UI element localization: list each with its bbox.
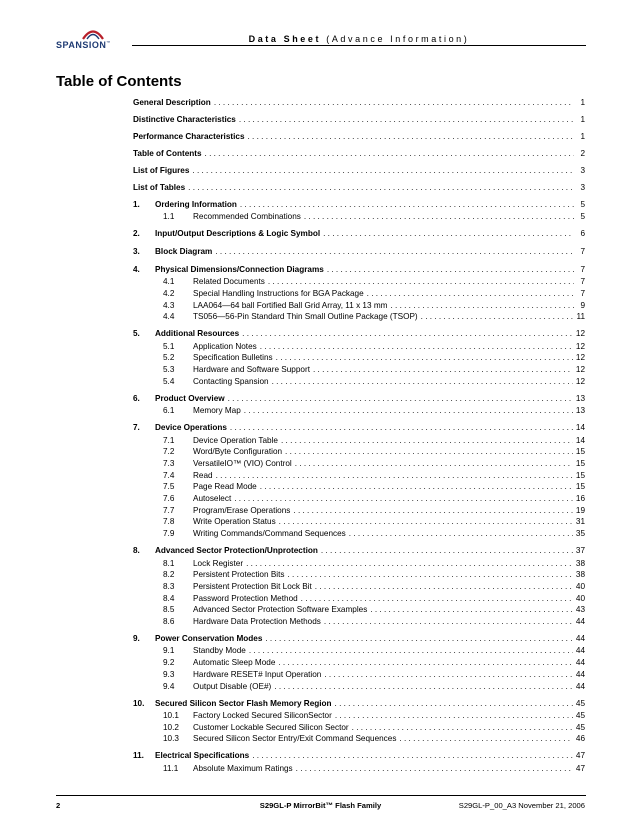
toc-number: 5.2 [163, 353, 175, 363]
toc-title: Persistent Protection Bits [193, 570, 285, 580]
toc-subsection-entry[interactable] [133, 492, 585, 503]
toc-subsection-entry[interactable] [133, 457, 585, 468]
toc-subsection-entry[interactable] [133, 721, 585, 732]
toc-subsection-entry[interactable] [133, 434, 585, 445]
toc-subsection-entry[interactable] [133, 351, 585, 362]
toc-page-number: 35 [575, 529, 585, 539]
toc-page-number: 12 [575, 376, 585, 386]
toc-number: 8.4 [163, 593, 175, 603]
toc-page-number: 40 [575, 593, 585, 603]
toc-page-number: 5 [580, 212, 585, 222]
toc-section-entry[interactable] [133, 544, 585, 555]
toc-title: Standby Mode [193, 646, 246, 656]
toc-title: Persistent Protection Bit Lock Bit [193, 581, 312, 591]
footer-rule [56, 795, 586, 796]
toc-title: Write Operation Status [193, 517, 276, 527]
toc-subsection-entry[interactable] [133, 615, 585, 626]
toc-title: Advanced Sector Protection Software Examples [193, 605, 368, 615]
footer-product: S29GL-P MirrorBit™ Flash Family [259, 801, 382, 810]
toc-leader-dots [293, 506, 573, 515]
toc-subsection-entry[interactable] [133, 469, 585, 480]
toc-subsection-entry[interactable] [133, 515, 585, 526]
toc-page-number: 44 [575, 681, 585, 691]
toc-leader-dots [260, 342, 573, 351]
toc-title: Device Operation Table [193, 435, 278, 445]
toc-leader-dots [296, 764, 573, 773]
toc-page-number: 44 [575, 634, 585, 644]
toc-front-entry[interactable] [133, 181, 585, 192]
spansion-logo [56, 28, 132, 54]
toc-title: Hardware and Software Support [193, 365, 310, 374]
toc-number: 7.1 [163, 435, 175, 445]
toc-subsection-entry[interactable] [133, 732, 585, 743]
toc-title: Recommended Combinations [193, 212, 301, 222]
page-header [56, 28, 586, 54]
toc-leader-dots [246, 559, 573, 568]
toc-number: 8.1 [163, 558, 175, 568]
toc-number: 10.1 [163, 710, 179, 720]
doc-type: Data Sheet [248, 34, 322, 44]
toc-page-number: 43 [575, 605, 585, 615]
toc-title: Related Documents [193, 277, 265, 287]
toc-title: Application Notes [193, 341, 257, 351]
toc-number: 1. [133, 200, 140, 209]
toc-subsection-entry[interactable] [133, 375, 585, 386]
toc-page-number: 15 [575, 458, 585, 468]
toc-subsection-entry[interactable] [133, 580, 585, 591]
toc-page-number: 1 [580, 132, 585, 141]
toc-number: 10. [133, 698, 145, 708]
toc-number: 11.1 [163, 763, 179, 773]
toc-leader-dots [349, 529, 573, 538]
toc-leader-dots [304, 212, 574, 221]
toc-leader-dots [240, 200, 574, 209]
toc-number: 6.1 [163, 406, 175, 416]
toc-section-entry[interactable] [133, 392, 585, 403]
toc-number: 8.5 [163, 605, 175, 615]
toc-page-number: 12 [575, 341, 585, 351]
toc-page-number: 13 [575, 406, 585, 416]
toc-section-entry[interactable] [133, 327, 585, 338]
toc-page-number: 9 [580, 300, 585, 310]
toc-title: Lock Register [193, 558, 244, 568]
toc-title: List of Figures [133, 166, 190, 175]
toc-page-number: 47 [575, 751, 585, 761]
toc-title: Performance Characteristics [133, 132, 245, 141]
toc-leader-dots [244, 406, 573, 415]
toc-title: Memory Map [193, 406, 241, 416]
toc-leader-dots [352, 723, 573, 732]
toc-number: 7.9 [163, 529, 175, 539]
toc-page-number: 13 [575, 393, 585, 403]
toc-leader-dots [313, 365, 573, 374]
toc-title: LAA064—64 ball Fortified Ball Grid Array, 11 x 13 mm [193, 300, 388, 310]
toc-page-number: 44 [575, 617, 585, 626]
toc-subsection-entry[interactable] [133, 709, 585, 720]
toc-page-number: 1 [580, 115, 585, 124]
toc-leader-dots [327, 265, 574, 274]
toc-front-entry[interactable] [133, 130, 585, 141]
toc-leader-dots [390, 301, 574, 310]
toc-page-number: 12 [575, 365, 585, 374]
toc-title: Electrical Specifications [155, 751, 250, 761]
toc-page-number: 12 [575, 353, 585, 363]
header-rule [132, 45, 586, 46]
toc-title: Contacting Spansion [193, 376, 269, 386]
toc-subsection-entry[interactable] [133, 404, 585, 415]
toc-leader-dots [315, 582, 573, 591]
toc-section-entry[interactable] [133, 749, 585, 760]
toc-title: Distinctive Characteristics [133, 115, 236, 124]
toc-leader-dots [335, 699, 573, 708]
toc-page-number: 5 [580, 200, 585, 209]
toc-leader-dots [228, 394, 573, 403]
toc-leader-dots [285, 447, 573, 456]
toc-leader-dots [367, 289, 574, 298]
toc-subsection-entry[interactable] [133, 299, 585, 310]
toc-title: VersatileIO™ (VIO) Control [193, 458, 292, 468]
toc-subsection-entry[interactable] [133, 603, 585, 614]
toc-number: 9.3 [163, 669, 175, 679]
toc-page-number: 7 [580, 264, 585, 274]
toc-page-number: 31 [575, 517, 585, 527]
toc-page-number: 46 [575, 734, 585, 744]
toc-subsection-entry[interactable] [133, 504, 585, 515]
toc-title: Automatic Sleep Mode [193, 658, 276, 668]
toc-leader-dots [281, 436, 573, 445]
toc-title: Ordering Information [155, 200, 237, 209]
toc-page-number: 2 [580, 149, 585, 158]
toc-title: List of Tables [133, 183, 186, 192]
toc-page-number: 6 [580, 229, 585, 239]
toc-page-number: 38 [575, 570, 585, 580]
toc-section-entry[interactable] [133, 263, 585, 274]
toc-page-number: 11 [576, 312, 585, 322]
toc-page-number: 15 [575, 470, 585, 480]
toc-leader-dots [321, 546, 573, 555]
toc-title: Table of Contents [133, 149, 202, 158]
toc-title: Hardware RESET# Input Operation [193, 669, 322, 679]
toc-page-number: 47 [575, 763, 585, 773]
toc-front-entry[interactable] [133, 113, 585, 124]
toc-page-number: 7 [580, 288, 585, 298]
toc-leader-dots [248, 132, 575, 141]
toc-title: TS056—56-Pin Standard Thin Small Outline Package (TSOP) [193, 312, 418, 322]
toc-section-entry[interactable] [133, 632, 585, 643]
toc-title: Specification Bulletins [193, 353, 273, 363]
toc-page-number: 45 [575, 722, 585, 732]
toc-number: 8. [133, 546, 140, 556]
footer-page-number: 2 [56, 801, 61, 810]
toc-number: 6. [133, 393, 140, 403]
toc-subsection-entry[interactable] [133, 568, 585, 579]
toc-title: Power Conservation Modes [155, 634, 263, 644]
toc-number: 10.3 [163, 734, 179, 744]
toc-page-number: 15 [575, 482, 585, 492]
toc-subsection-entry[interactable] [133, 592, 585, 603]
toc-number: 7. [133, 423, 140, 433]
toc-title: Secured Silicon Sector Flash Memory Region [155, 698, 332, 708]
toc-number: 7.4 [163, 470, 175, 480]
toc-leader-dots [205, 149, 574, 158]
toc-page-number: 12 [575, 329, 585, 339]
toc-page-number: 37 [575, 546, 585, 556]
toc-number: 7.3 [163, 458, 175, 468]
toc-title: Program/Erase Operations [193, 505, 291, 515]
toc-number: 5.3 [163, 365, 175, 374]
toc-page-number: 16 [575, 494, 585, 503]
toc-page-number: 3 [580, 166, 585, 175]
toc-title: Customer Lockable Secured Silicon Sector [193, 722, 349, 732]
toc-number: 9.1 [163, 646, 175, 656]
toc-leader-dots [265, 634, 573, 643]
toc-leader-dots [260, 482, 573, 491]
toc-number: 2. [133, 229, 140, 239]
toc-number: 11. [133, 751, 144, 761]
toc-leader-dots [276, 353, 573, 362]
toc-number: 3. [133, 247, 140, 257]
toc-page-number: 44 [575, 658, 585, 668]
toc-title: Advanced Sector Protection/Unprotection [155, 546, 318, 556]
toc-leader-dots [421, 312, 574, 321]
toc-number: 7.5 [163, 482, 175, 492]
toc-leader-dots [295, 459, 573, 468]
toc-subsection-entry[interactable] [133, 668, 585, 679]
footer-doc-id: S29GL-P_00_A3 November 21, 2006 [458, 801, 585, 810]
toc-section-entry[interactable] [133, 198, 585, 209]
toc-subsection-entry[interactable] [133, 480, 585, 491]
toc-title: Page Read Mode [193, 482, 257, 492]
toc-page-number: 14 [575, 435, 585, 445]
toc-number: 4.4 [163, 312, 175, 322]
toc-leader-dots [399, 734, 572, 743]
toc-leader-dots [324, 617, 573, 626]
toc-number: 5.4 [163, 376, 175, 386]
toc-leader-dots [230, 423, 573, 432]
header-title [132, 34, 586, 44]
toc-title: Output Disable (OE#) [193, 681, 272, 691]
toc-title: Factory Locked Secured SiliconSector [193, 710, 332, 720]
toc-page-number: 44 [575, 646, 585, 656]
toc-number: 8.2 [163, 570, 175, 580]
toc-number: 8.6 [163, 617, 175, 626]
toc-subsection-entry[interactable] [133, 363, 585, 374]
toc-subsection-entry[interactable] [133, 644, 585, 655]
toc-number: 9.2 [163, 658, 175, 668]
toc-page-number: 45 [575, 710, 585, 720]
toc-title: Autoselect [193, 494, 232, 503]
toc-title: Secured Silicon Sector Entry/Exit Command Sequences [193, 734, 397, 744]
toc-page-number: 3 [580, 183, 585, 192]
toc-title: Absolute Maximum Ratings [193, 763, 293, 773]
toc-subsection-entry[interactable] [133, 275, 585, 286]
toc-leader-dots [272, 377, 573, 386]
toc-number: 4.2 [163, 288, 175, 298]
toc-leader-dots [239, 115, 574, 124]
toc-page-number: 38 [575, 558, 585, 568]
toc-subsection-entry[interactable] [133, 527, 585, 538]
toc-page-number: 14 [575, 423, 585, 433]
toc-title: Device Operations [155, 423, 227, 433]
toc-leader-dots [323, 229, 574, 238]
toc-subsection-entry[interactable] [133, 680, 585, 691]
toc-subsection-entry[interactable] [133, 310, 585, 321]
toc-number: 5.1 [163, 341, 175, 351]
toc-subsection-entry[interactable] [133, 287, 585, 298]
toc-page-number: 1 [580, 98, 585, 107]
toc-number: 4.1 [163, 277, 175, 287]
toc-title: Hardware Data Protection Methods [193, 617, 321, 626]
logo-wordmark: SPANSION™ [56, 40, 111, 50]
toc-title: General Description [133, 98, 211, 107]
toc-title: Read [193, 470, 213, 480]
logo-arc-icon [82, 28, 104, 40]
toc-leader-dots [215, 247, 574, 256]
toc-front-entry[interactable] [133, 164, 585, 175]
toc-section-entry[interactable] [133, 421, 585, 432]
toc-front-entry[interactable] [133, 96, 585, 107]
doc-status: (Advance Information) [326, 34, 470, 44]
toc-leader-dots [249, 646, 573, 655]
toc-number: 9.4 [163, 681, 175, 691]
toc-number: 1.1 [163, 212, 175, 222]
toc-subsection-entry[interactable] [133, 210, 585, 221]
toc-subsection-entry[interactable] [133, 656, 585, 667]
page-title: Table of Contents [56, 73, 182, 90]
toc-number: 5. [133, 329, 140, 339]
toc-page-number: 19 [575, 505, 585, 515]
toc-number: 8.3 [163, 581, 175, 591]
toc-subsection-entry[interactable] [133, 762, 585, 773]
toc-title: Special Handling Instructions for BGA Package [193, 288, 364, 298]
toc-leader-dots [252, 751, 573, 760]
toc-page-number: 7 [580, 247, 585, 257]
toc-leader-dots [274, 682, 573, 691]
toc-page-number: 7 [580, 277, 585, 287]
toc-section-entry[interactable] [133, 227, 585, 238]
toc-leader-dots [278, 658, 573, 667]
toc-number: 7.2 [163, 447, 175, 457]
toc-title: Word/Byte Configuration [193, 447, 283, 457]
toc-subsection-entry[interactable] [133, 445, 585, 456]
toc-subsection-entry[interactable] [133, 557, 585, 568]
toc-title: Block Diagram [155, 247, 213, 257]
toc-leader-dots [370, 605, 573, 614]
toc-section-entry[interactable] [133, 245, 585, 256]
toc-leader-dots [188, 183, 574, 192]
toc-title: Additional Resources [155, 329, 240, 339]
toc-leader-dots [234, 494, 573, 503]
toc-leader-dots [268, 277, 574, 286]
toc-leader-dots [192, 166, 574, 175]
toc-page-number: 45 [575, 698, 585, 708]
toc-leader-dots [242, 329, 573, 338]
toc-leader-dots [216, 471, 573, 480]
toc-number: 10.2 [163, 722, 179, 732]
toc-leader-dots [279, 517, 573, 526]
toc-title: Product Overview [155, 393, 225, 403]
toc-front-entry[interactable] [133, 147, 585, 158]
toc-number: 7.8 [163, 517, 175, 527]
toc-page-number: 44 [575, 669, 585, 679]
toc-leader-dots [287, 570, 572, 579]
toc-leader-dots [335, 711, 573, 720]
toc-number: 9. [133, 634, 140, 644]
toc-number: 7.7 [163, 505, 175, 515]
toc-title: Password Protection Method [193, 593, 298, 603]
toc-page-number: 15 [575, 447, 585, 457]
toc-number: 4.3 [163, 300, 175, 310]
toc-title: Writing Commands/Command Sequences [193, 529, 346, 539]
toc-leader-dots [301, 594, 573, 603]
toc-number: 4. [133, 264, 140, 274]
toc-leader-dots [214, 98, 574, 107]
toc-section-entry[interactable] [133, 697, 585, 708]
toc-title: Input/Output Descriptions & Logic Symbol [155, 229, 321, 239]
toc-leader-dots [324, 670, 573, 679]
toc-title: Physical Dimensions/Connection Diagrams [155, 264, 324, 274]
toc-number: 7.6 [163, 494, 175, 503]
toc-page-number: 40 [575, 581, 585, 591]
toc-subsection-entry[interactable] [133, 340, 585, 351]
